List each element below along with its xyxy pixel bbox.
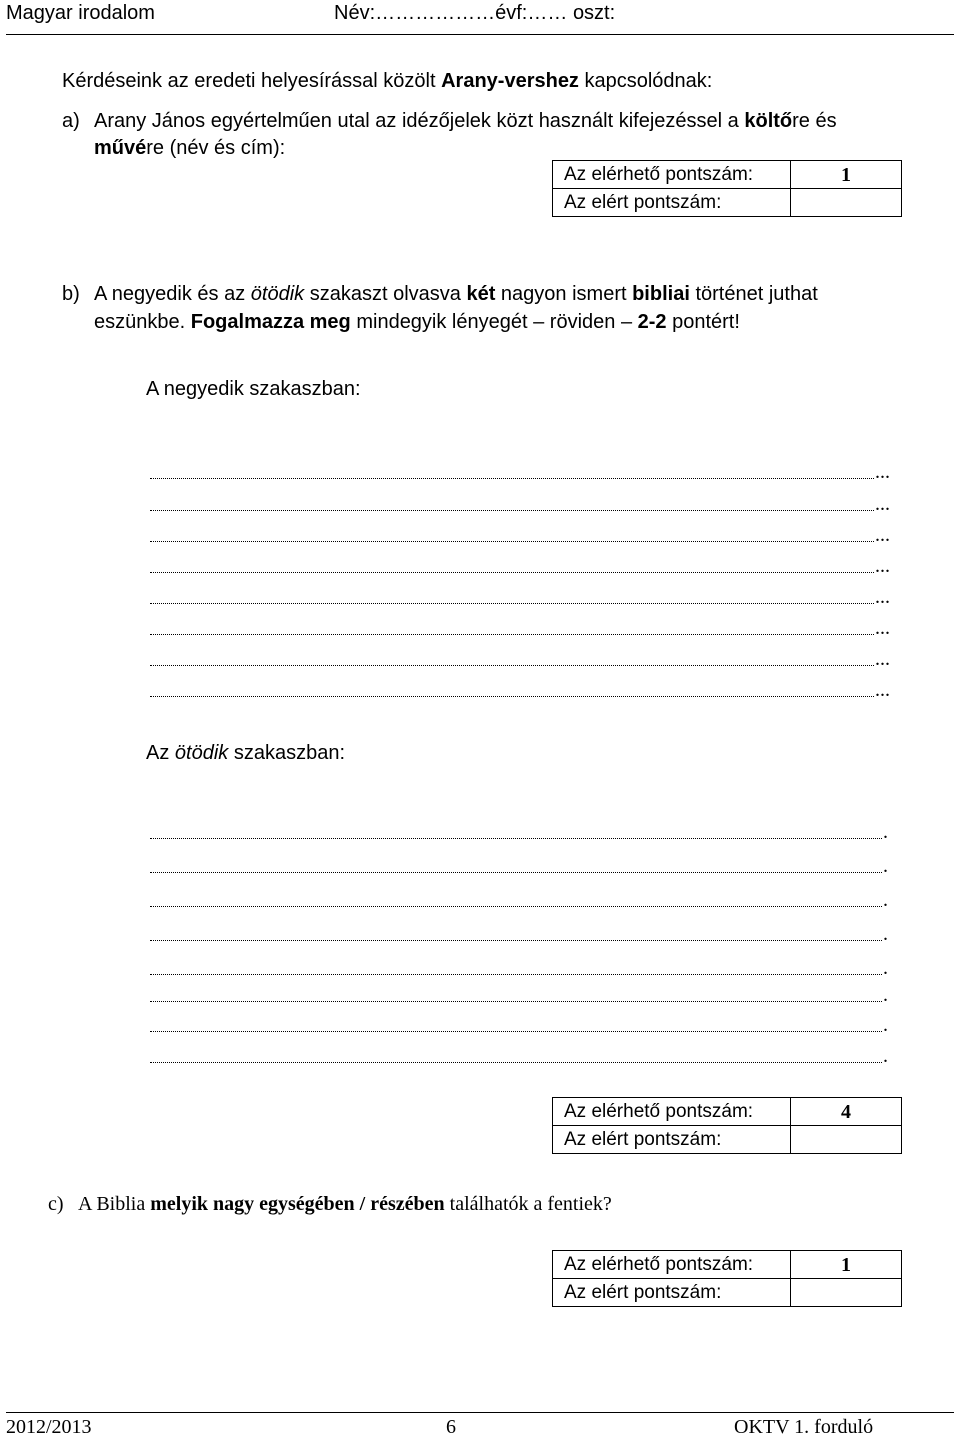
achieved-points-input[interactable] bbox=[791, 189, 902, 217]
name-field-label bbox=[334, 2, 615, 25]
answer-line[interactable] bbox=[150, 696, 874, 697]
question-a-marker: a) bbox=[62, 110, 80, 132]
achieved-points-label: Az elért pontszám: bbox=[553, 1126, 791, 1154]
answer-line[interactable] bbox=[150, 974, 882, 975]
header-divider bbox=[6, 34, 954, 35]
achieved-points-input[interactable] bbox=[791, 1126, 902, 1154]
line-end: . bbox=[883, 889, 888, 911]
answer-line[interactable] bbox=[150, 541, 874, 542]
achieved-points-input[interactable] bbox=[791, 1279, 902, 1307]
name-label: Név: bbox=[334, 2, 376, 24]
achieved-points-label: Az elért pontszám: bbox=[553, 1279, 791, 1307]
name-dots: ……………… bbox=[375, 2, 496, 24]
answer-line[interactable] bbox=[150, 665, 874, 666]
answer-line[interactable] bbox=[150, 906, 882, 907]
class-label: oszt: bbox=[572, 2, 616, 24]
subject-label: Magyar irodalom bbox=[6, 2, 155, 24]
answer-line[interactable] bbox=[150, 478, 874, 479]
line-end: ... bbox=[875, 493, 890, 515]
line-end: . bbox=[883, 923, 888, 945]
line-end: . bbox=[883, 1014, 888, 1036]
line-end: ... bbox=[875, 679, 890, 701]
fourth-stanza-label: A negyedik szakaszban: bbox=[146, 378, 361, 400]
answer-line[interactable] bbox=[150, 572, 874, 573]
fifth-stanza-label: Az ötödik szakaszban: bbox=[146, 742, 346, 764]
page-number: 6 bbox=[446, 1416, 456, 1438]
question-a-line1: Arany János egyértelműen utal az idézőjelek közt használt kifejezéssel a költőre és bbox=[94, 110, 837, 132]
answer-line[interactable] bbox=[150, 634, 874, 635]
question-c-text: A Biblia melyik nagy egységében / részében találhatók a fentiek? bbox=[78, 1193, 612, 1215]
available-points-value: 1 bbox=[791, 1251, 902, 1279]
line-end: . bbox=[883, 821, 888, 843]
footer-divider bbox=[6, 1412, 954, 1413]
intro-text: Kérdéseink az eredeti helyesírással közölt Arany-vershez kapcsolódnak: bbox=[62, 70, 713, 92]
answer-line[interactable] bbox=[150, 838, 882, 839]
year-label: évf: bbox=[495, 2, 528, 24]
available-points-value: 1 bbox=[791, 161, 902, 189]
line-end: . bbox=[883, 1045, 888, 1067]
line-end: . bbox=[883, 984, 888, 1006]
year-dots: …… bbox=[527, 2, 568, 24]
score-table-b bbox=[552, 1097, 902, 1154]
line-end: ... bbox=[875, 461, 890, 483]
question-b-line2: eszünkbe. Fogalmazza meg mindegyik lényegét – röviden – 2-2 pontért! bbox=[94, 311, 740, 333]
score-table-c bbox=[552, 1250, 902, 1307]
answer-line[interactable] bbox=[150, 1031, 882, 1032]
line-end: ... bbox=[875, 648, 890, 670]
answer-line[interactable] bbox=[150, 603, 874, 604]
line-end: ... bbox=[875, 555, 890, 577]
available-points-label: Az elérhető pontszám: bbox=[553, 1098, 791, 1126]
line-end: ... bbox=[875, 586, 890, 608]
line-end: . bbox=[883, 855, 888, 877]
answer-line[interactable] bbox=[150, 1001, 882, 1002]
question-a-line2: művére (név és cím): bbox=[94, 137, 286, 159]
answer-line[interactable] bbox=[150, 940, 882, 941]
footer-year: 2012/2013 bbox=[6, 1416, 92, 1438]
footer-round: OKTV 1. forduló bbox=[734, 1416, 874, 1438]
score-table-a bbox=[552, 160, 902, 217]
line-end: . bbox=[883, 957, 888, 979]
question-b-marker: b) bbox=[62, 283, 80, 305]
line-end: ... bbox=[875, 524, 890, 546]
answer-line[interactable] bbox=[150, 1062, 882, 1063]
available-points-label: Az elérhető pontszám: bbox=[553, 1251, 791, 1279]
question-c-marker: c) bbox=[48, 1193, 64, 1215]
line-end: ... bbox=[875, 617, 890, 639]
answer-line[interactable] bbox=[150, 510, 874, 511]
available-points-value: 4 bbox=[791, 1098, 902, 1126]
available-points-label: Az elérhető pontszám: bbox=[553, 161, 791, 189]
question-b-line1: A negyedik és az ötödik szakaszt olvasva két nagyon ismert bibliai történet juthat bbox=[94, 283, 818, 305]
answer-line[interactable] bbox=[150, 872, 882, 873]
achieved-points-label: Az elért pontszám: bbox=[553, 189, 791, 217]
